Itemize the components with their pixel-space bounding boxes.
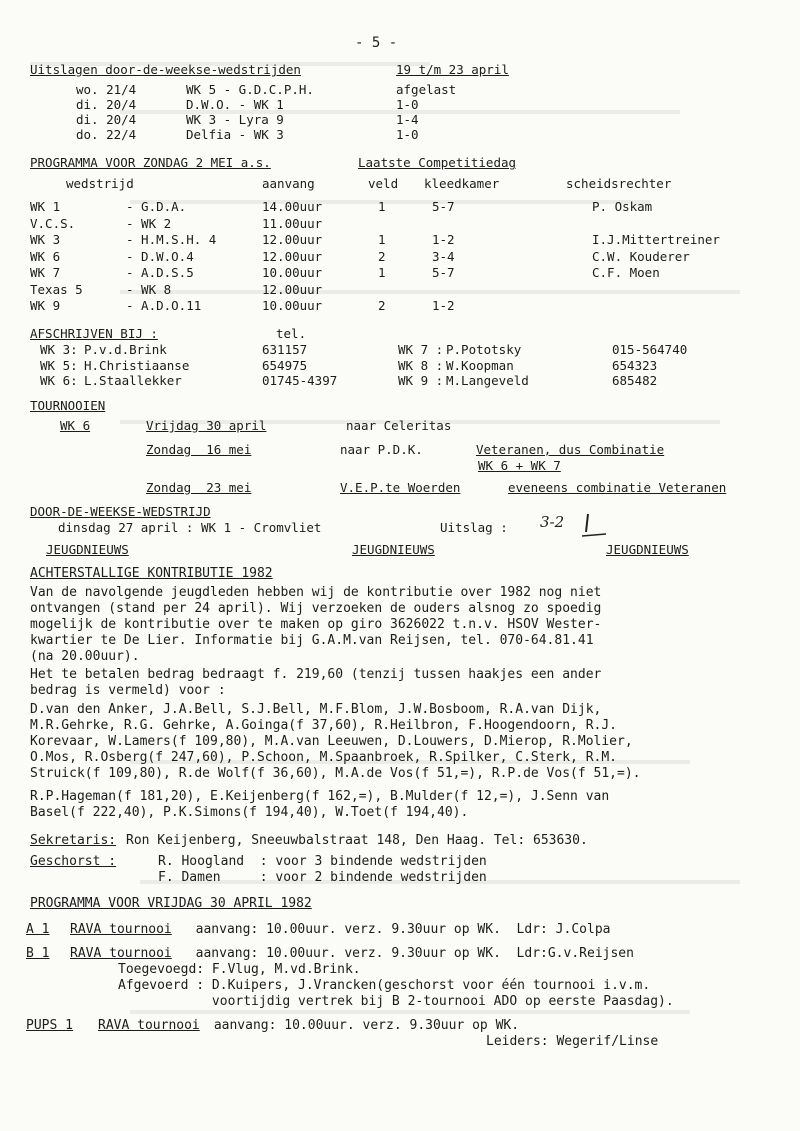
kontributie-line: Korevaar, W.Lamers(f 109,80), M.A.van Leeuwen, D.Louwers, D.Mierop, R.Molier, (30, 734, 633, 749)
door-de-weekse-uitslag-label: Uitslag : (440, 520, 508, 535)
zondag-cell-kleed: 3-4 (432, 248, 455, 264)
zondag-cell-ref: C.F. Moen (592, 265, 660, 280)
kontributie-line: (na 20.00uur). (30, 649, 140, 664)
uitslag-match: WK 3 - Lyra 9 (186, 112, 284, 127)
col-header-aanvang: aanvang (262, 176, 315, 191)
pups-text: aanvang: 10.00uur. verz. 9.30uur op WK. (206, 1018, 520, 1033)
zondag-cell-time: 10.00uur (262, 298, 323, 313)
uitslag-result: afgelast (396, 82, 457, 97)
b1-extra-line: Afgevoerd : D.Kuipers, J.Vrancken(geschorst voor één tournooi i.v.m. (118, 978, 651, 993)
uitslag-day: di. 20/4 (76, 112, 137, 127)
zondag-cell-veld: 1 (378, 265, 386, 280)
tournooi-date: Zondag 16 mei (146, 442, 252, 457)
zondag-cell-veld: 1 (378, 199, 386, 214)
zondag-cell-kleed: 5-7 (432, 199, 455, 214)
uitslag-result: 1-0 (396, 127, 419, 142)
zondag-cell-home: WK 6 (30, 248, 61, 264)
afschrijven-team: WK 5: (40, 357, 78, 373)
vrijdag-team: B 1 (26, 946, 50, 961)
vrijdag-event: RAVA tournooi (70, 922, 172, 937)
zondag-cell-time: 12.00uur (262, 281, 323, 297)
jeugdnieuws-heading-left: JEUGDNIEUWS (46, 542, 129, 557)
uitslag-day: di. 20/4 (76, 97, 137, 112)
tournooien-team: WK 6 (60, 418, 91, 433)
zondag-cell-veld: 2 (378, 248, 386, 264)
afschrijven-tel: 685482 (612, 373, 658, 388)
programma-zondag-title: PROGRAMMA VOOR ZONDAG 2 MEI a.s. (30, 155, 271, 170)
uitslag-day: wo. 21/4 (76, 82, 137, 97)
afschrijven-tel-label: tel. (276, 326, 307, 341)
zondag-cell-kleed: 5-7 (432, 265, 455, 280)
tournooi-text: naar P.D.K. (340, 442, 423, 457)
handwritten-check-mark (580, 510, 610, 538)
kontributie-line: mogelijk de kontributie over te maken op giro 3626022 t.n.v. HSOV Wester- (30, 617, 602, 632)
afschrijven-tel: 654975 (262, 357, 308, 373)
col-header-kleedkamer: kleedkamer (424, 176, 500, 191)
leiders-text: Leiders: Wegerif/Linse (486, 1034, 659, 1049)
door-de-weekse-uitslag-value: 3-2 (540, 513, 565, 531)
sekretaris-label: Sekretaris: (30, 833, 117, 848)
sekretaris-text: Ron Keijenberg, Sneeuwbalstraat 148, Den Haag. Tel: 653630. (126, 833, 588, 848)
kontributie-line: Basel(f 222,40), P.K.Simons(f 194,40), W.Toet(f 194,40). (30, 805, 469, 820)
col-header-scheidsrechter: scheidsrechter (566, 176, 672, 191)
tournooi-extra: Veteranen, dus Combinatie (476, 442, 665, 457)
tournooi-combo: WK 6 + WK 7 (478, 458, 561, 473)
b1-extra-line: Toegevoegd: F.Vlug, M.vd.Brink. (118, 962, 361, 977)
geschorst-label: Geschorst : (30, 854, 117, 869)
uitslag-match: WK 5 - G.D.C.P.H. (186, 82, 314, 97)
zondag-cell-ref: P. Oskam (592, 199, 653, 214)
zondag-cell-home: WK 3 (30, 232, 61, 247)
afschrijven-team: WK 3: (40, 342, 78, 357)
zondag-cell-veld: 2 (378, 298, 386, 313)
afschrijven-tel: 01745-4397 (262, 373, 338, 388)
pups-team: PUPS 1 (26, 1018, 73, 1033)
zondag-cell-home: V.C.S. (30, 215, 76, 231)
vrijdag-team: A 1 (26, 922, 50, 937)
kontributie-line: kwartier te De Lier. Informatie bij G.A.M.van Reijsen, tel. 070-64.81.41 (30, 633, 594, 648)
afschrijven-name: P.v.d.Brink (84, 342, 167, 357)
tournooien-title: TOURNOOIEN (30, 398, 106, 413)
zondag-cell-home: WK 1 (30, 199, 61, 214)
vrijdag-text: aanvang: 10.00uur. verz. 9.30uur op WK. Ldr: J.Colpa (180, 922, 611, 937)
kontributie-title: ACHTERSTALLIGE KONTRIBUTIE 1982 (30, 566, 273, 581)
uitslag-day: do. 22/4 (76, 127, 137, 142)
col-header-wedstrijd: wedstrijd (66, 176, 134, 191)
programma-vrijdag-title: PROGRAMMA VOOR VRIJDAG 30 APRIL 1982 (30, 896, 312, 911)
door-de-weekse-line: dinsdag 27 april : WK 1 - Cromvliet (58, 520, 322, 535)
pups-event: RAVA tournooi (98, 1018, 200, 1033)
zondag-cell-away: - WK 2 (126, 215, 172, 231)
tournooi-date: Zondag 23 mei (146, 480, 252, 495)
uitslag-match: D.W.O. - WK 1 (186, 97, 284, 112)
kontributie-line: ontvangen (stand per 24 april). Wij verzoeken de ouders alsnog zo spoedig (30, 601, 602, 616)
zondag-cell-time: 12.00uur (262, 232, 323, 247)
vrijdag-text: aanvang: 10.00uur. verz. 9.30uur op WK. Ldr:G.v.Reijsen (180, 946, 634, 961)
afschrijven-name: L.Staallekker (84, 373, 182, 388)
zondag-cell-away: - A.D.O.11 (126, 298, 202, 313)
tournooi-date: Vrijdag 30 april (146, 418, 267, 433)
afschrijven-team: WK 8 : (398, 357, 444, 373)
zondag-cell-time: 11.00uur (262, 215, 323, 231)
zondag-cell-home: WK 9 (30, 298, 61, 313)
kontributie-line: bedrag is vermeld) voor : (30, 683, 226, 698)
zondag-cell-kleed: 1-2 (432, 232, 455, 247)
tournooi-text: V.E.P.te Woerden (340, 480, 461, 495)
afschrijven-team: WK 7 : (398, 342, 444, 357)
afschrijven-name: H.Christiaanse (84, 357, 190, 373)
uitslag-result: 1-4 (396, 112, 419, 127)
zondag-cell-away: - WK 8 (126, 281, 172, 297)
zondag-cell-kleed: 1-2 (432, 298, 455, 313)
afschrijven-name: W.Koopman (446, 357, 514, 373)
col-header-veld: veld (368, 176, 399, 191)
zondag-cell-away: - H.M.S.H. 4 (126, 232, 217, 247)
kontributie-line: Van de navolgende jeugdleden hebben wij de kontributie over 1982 nog niet (30, 585, 602, 600)
b1-extra-line: voortijdig vertrek bij B 2-tournooi ADO op eerste Paasdag). (118, 994, 674, 1009)
zondag-cell-away: - D.W.O.4 (126, 248, 194, 264)
uitslagen-period: 19 t/m 23 april (396, 62, 509, 77)
zondag-cell-away: - G.D.A. (126, 199, 187, 214)
kontributie-line: Het te betalen bedrag bedraagt f. 219,60 (tenzij tussen haakjes een ander (30, 667, 602, 682)
door-de-weekse-title: DOOR-DE-WEEKSE-WEDSTRIJD (30, 504, 211, 519)
zondag-cell-home: Texas 5 (30, 281, 83, 297)
tournooi-extra: eveneens combinatie Veteranen (508, 480, 727, 495)
zondag-cell-ref: C.W. Kouderer (592, 248, 690, 264)
jeugdnieuws-heading-right: JEUGDNIEUWS (606, 542, 689, 557)
afschrijven-name: P.Pototsky (446, 342, 522, 357)
kontributie-line: D.van den Anker, J.A.Bell, S.J.Bell, M.F.Blom, J.W.Bosboom, R.A.van Dijk, (30, 702, 602, 717)
kontributie-line: R.P.Hageman(f 181,20), E.Keijenberg(f 162,=), B.Mulder(f 12,=), J.Senn van (30, 789, 610, 804)
kontributie-line: Struick(f 109,80), R.de Wolf(f 36,60), M.A.de Vos(f 51,=), R.P.de Vos(f 51,=). (30, 766, 641, 781)
zondag-cell-ref: I.J.Mittertreiner (592, 232, 720, 247)
jeugdnieuws-heading-center: JEUGDNIEUWS (352, 542, 435, 557)
afschrijven-name: M.Langeveld (446, 373, 529, 388)
tournooi-text: naar Celeritas (346, 418, 452, 433)
kontributie-line: M.R.Gehrke, R.G. Gehrke, A.Goinga(f 37,60), R.Heilbron, F.Hoogendoorn, R.J. (30, 718, 617, 733)
geschorst-line: F. Damen : voor 2 bindende wedstrijden (158, 870, 487, 885)
kontributie-line: O.Mos, R.Osberg(f 247,60), P.Schoon, M.Spaanbroek, R.Spilker, C.Sterk, R.M. (30, 750, 617, 765)
zondag-cell-veld: 1 (378, 232, 386, 247)
afschrijven-tel: 015-564740 (612, 342, 688, 357)
uitslag-result: 1-0 (396, 97, 419, 112)
vrijdag-event: RAVA tournooi (70, 946, 172, 961)
afschrijven-title: AFSCHRIJVEN BIJ : (30, 326, 158, 341)
zondag-cell-time: 10.00uur (262, 265, 323, 280)
zondag-cell-home: WK 7 (30, 265, 61, 280)
afschrijven-team: WK 6: (40, 373, 78, 388)
uitslagen-title: Uitslagen door-de-weekse-wedstrijden (30, 62, 301, 77)
afschrijven-team: WK 9 : (398, 373, 444, 388)
zondag-cell-time: 12.00uur (262, 248, 323, 264)
zondag-cell-time: 14.00uur (262, 199, 323, 214)
geschorst-line: R. Hoogland : voor 3 bindende wedstrijden (158, 854, 487, 869)
page-number: - 5 - (355, 35, 398, 51)
afschrijven-tel: 631157 (262, 342, 308, 357)
zondag-cell-away: - A.D.S.5 (126, 265, 194, 280)
uitslag-match: Delfia - WK 3 (186, 127, 284, 142)
programma-zondag-subtitle: Laatste Competitiedag (358, 155, 517, 170)
afschrijven-tel: 654323 (612, 357, 658, 373)
